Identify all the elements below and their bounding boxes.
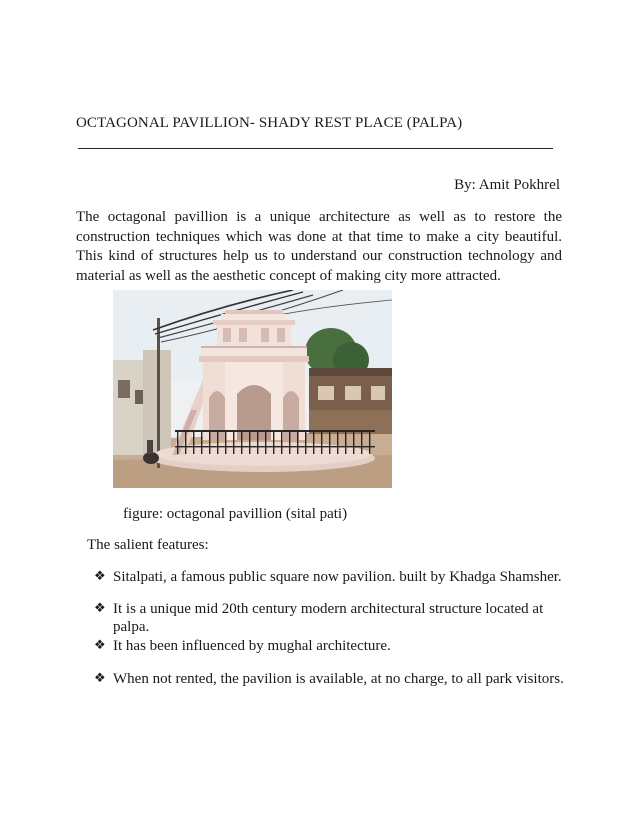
diamond-bullet-icon: ❖ [94,569,106,584]
features-list [94,568,564,688]
list-item [94,568,564,586]
list-item [94,670,564,688]
diamond-bullet-icon: ❖ [94,601,106,616]
list-item [94,637,564,655]
pavilion-photo-icon [113,290,392,488]
diamond-bullet-icon: ❖ [94,638,106,653]
pavilion-photo [113,290,392,488]
list-item-text: Sitalpati, a famous public square now pavilion. built by Khadga Shamsher. [113,569,562,585]
figure-caption: figure: octagonal pavillion (sital pati) [123,506,348,522]
title-underline [78,148,553,149]
list-item [94,600,564,636]
author-line: By: Amit Pokhrel [454,177,560,193]
intro-paragraph: The octagonal pavillion is a unique architecture as well as to restore the construction techniques which was done at that time to make a city beautiful. This kind of structures help us to understand our construction technology and material as well as the aesthetic concept of making city more attracted. [76,209,562,284]
page-title: OCTAGONAL PAVILLION- SHADY REST PLACE (PALPA) [76,115,463,131]
diamond-bullet-icon: ❖ [94,671,106,686]
list-item-text: It has been influenced by mughal architecture. [113,638,391,654]
features-heading: The salient features: [87,537,209,553]
list-item-text: When not rented, the pavilion is available, at no charge, to all park visitors. [113,671,564,687]
list-item-text: It is a unique mid 20th century modern architectural structure located at palpa. [113,601,544,635]
